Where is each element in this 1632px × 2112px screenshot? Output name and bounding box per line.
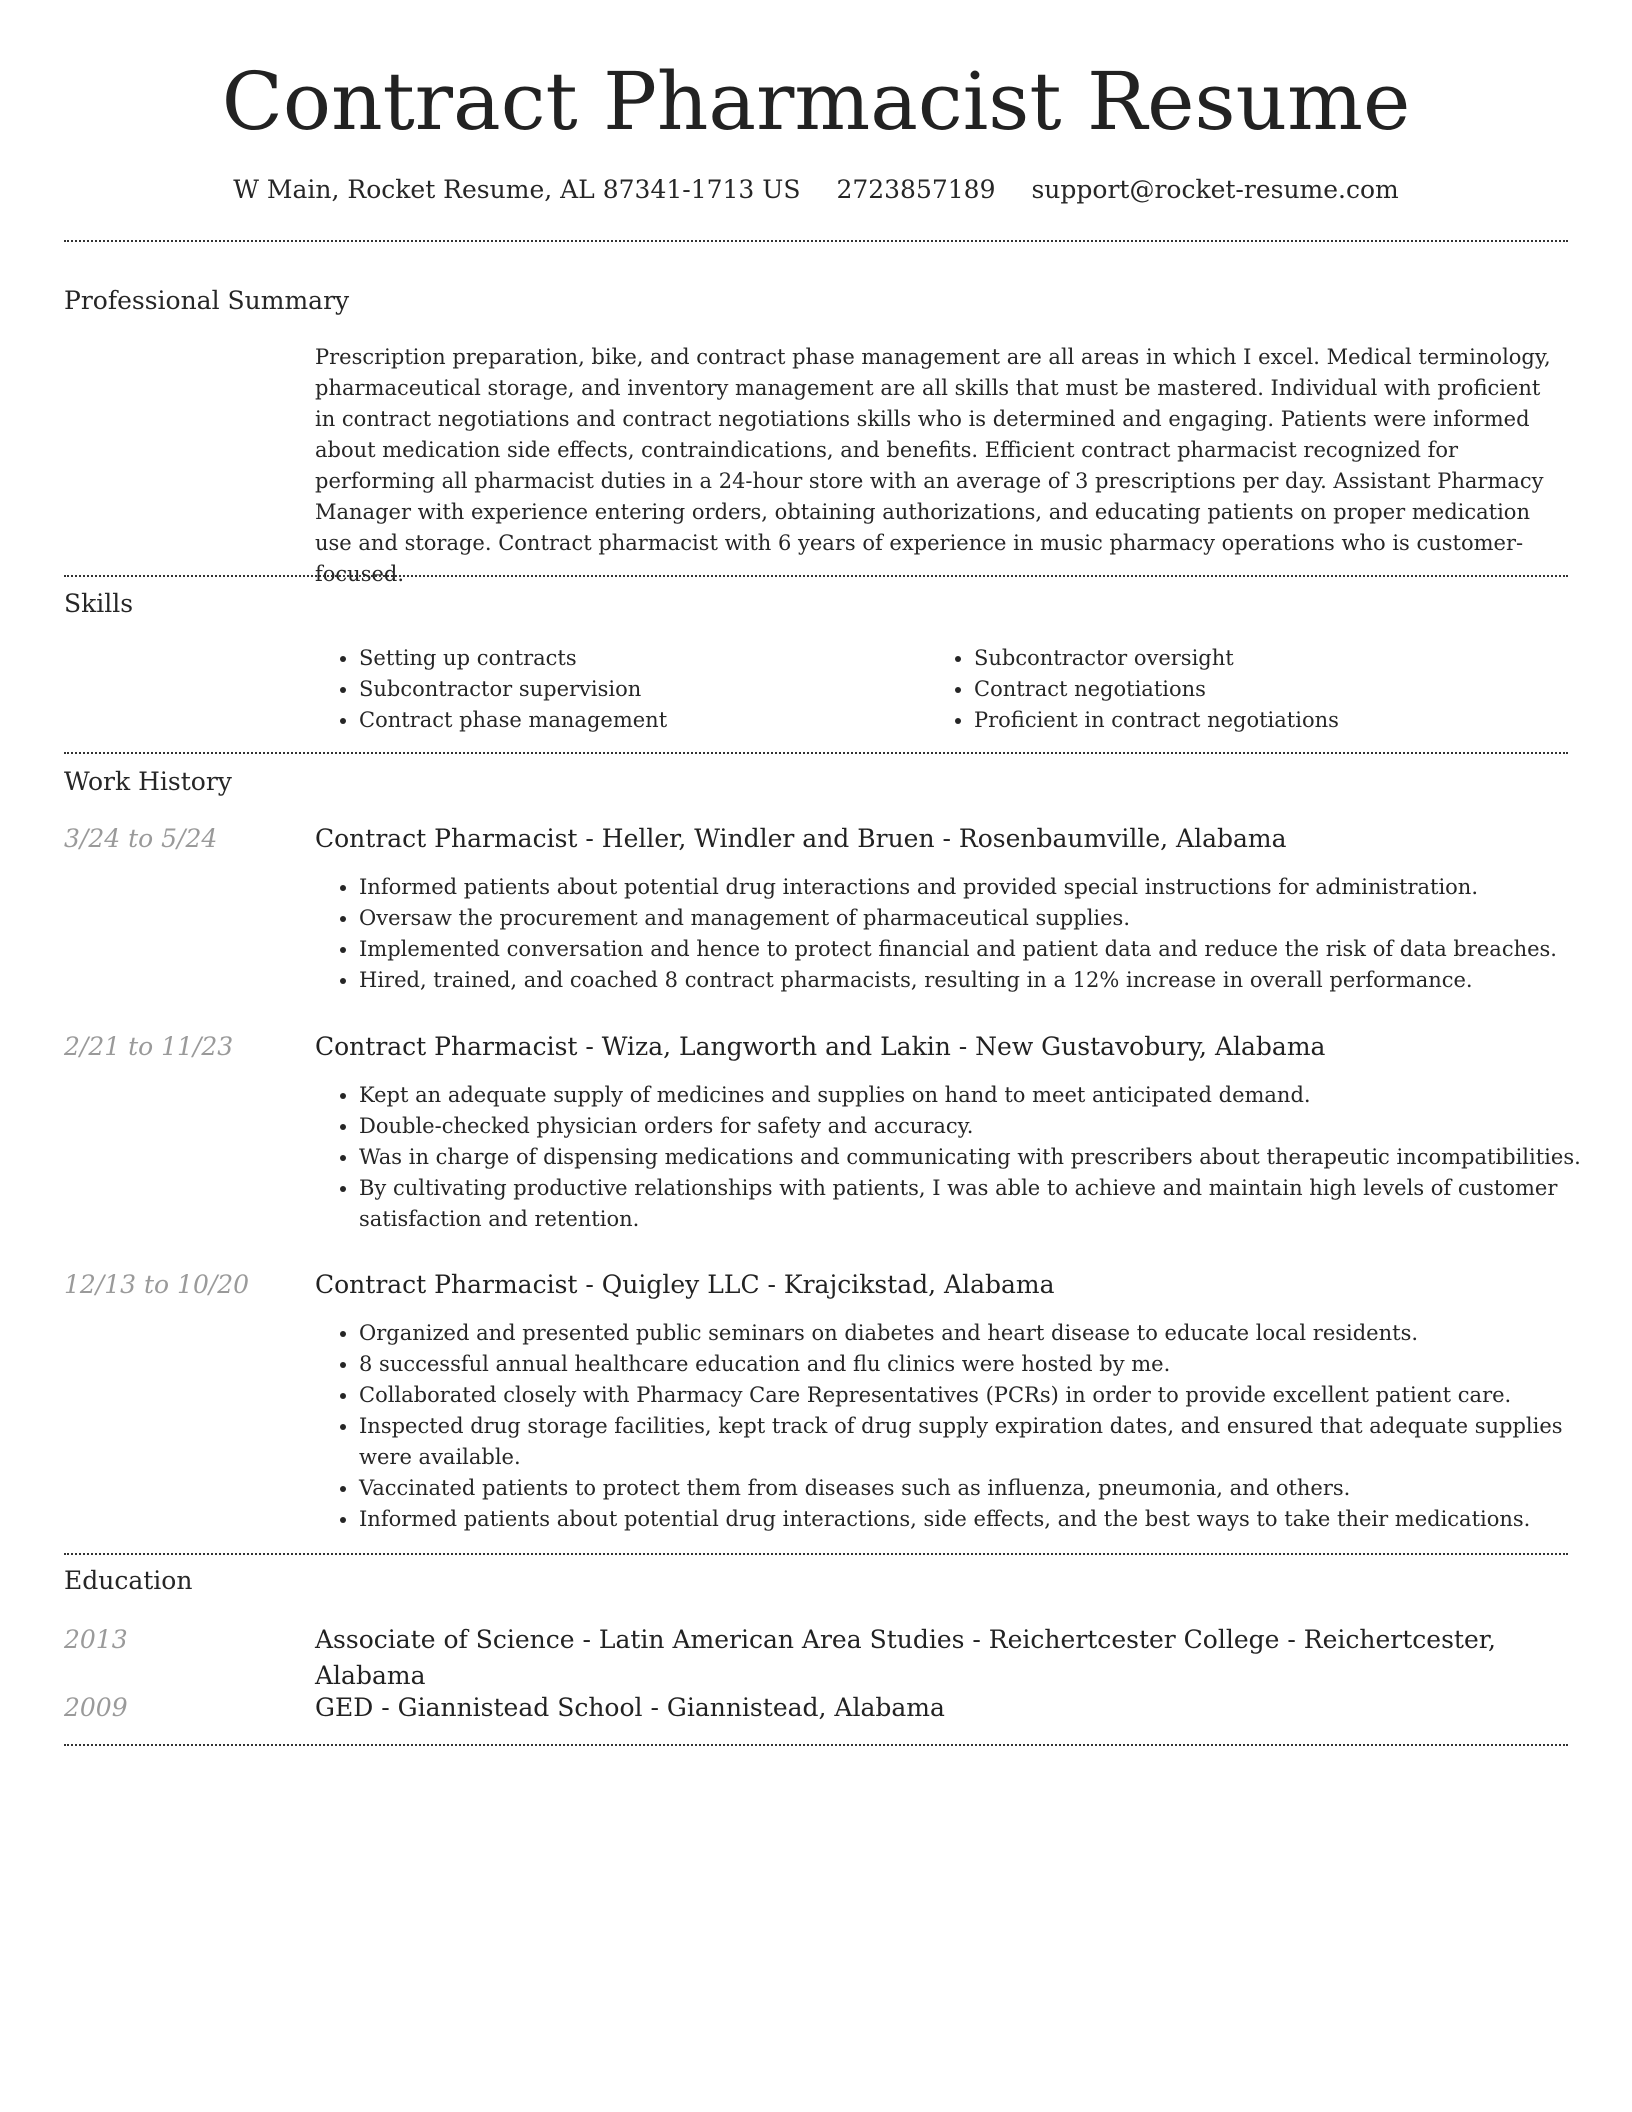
job-bullet: • Organized and presented public seminars on diabetes and heart disease to educate local residents.: [359, 1318, 1609, 1349]
job-bullets: [315, 1080, 1609, 1235]
job-bullet: • Vaccinated patients to protect them from diseases such as influenza, pneumonia, and others.: [359, 1473, 1609, 1504]
skills-list-left: [315, 643, 919, 736]
job-title: Contract Pharmacist - Wiza, Langworth and Lakin - New Gustavobury, Alabama: [315, 1032, 1326, 1061]
divider: [64, 240, 1568, 242]
skill-item: • Setting up contracts: [359, 643, 919, 674]
section-title-skills: Skills: [64, 589, 134, 618]
job-title: Contract Pharmacist - Heller, Windler and Bruen - Rosenbaumville, Alabama: [315, 824, 1287, 853]
divider: [64, 1744, 1568, 1746]
job-bullet: • Double-checked physician orders for safety and accuracy.: [359, 1111, 1609, 1142]
job-dates: 3/24 to 5/24: [64, 824, 218, 853]
skill-item: • Subcontractor supervision: [359, 674, 919, 705]
job-bullet: • Collaborated closely with Pharmacy Care Representatives (PCRs) in order to provide excellent patient care.: [359, 1380, 1609, 1411]
job-bullet: • Informed patients about potential drug interactions, side effects, and the best ways to take their medications.: [359, 1504, 1609, 1535]
job-title: Contract Pharmacist - Quigley LLC - Krajcikstad, Alabama: [315, 1270, 1055, 1299]
job-bullet: • Was in charge of dispensing medications and communicating with prescribers about therapeutic incompatibilities.: [359, 1142, 1609, 1173]
job-bullet: • Implemented conversation and hence to protect financial and patient data and reduce the risk of data breaches.: [359, 934, 1609, 965]
job-bullet: • Kept an adequate supply of medicines and supplies on hand to meet anticipated demand.: [359, 1080, 1609, 1111]
job-bullet: • Oversaw the procurement and management of pharmaceutical supplies.: [359, 903, 1609, 934]
job-bullet: • Informed patients about potential drug interactions and provided special instructions for administration.: [359, 872, 1609, 903]
job-dates: 12/13 to 10/20: [64, 1270, 250, 1299]
job-bullets: [315, 872, 1609, 996]
divider: [64, 752, 1568, 754]
resume-title: Contract Pharmacist Resume: [221, 55, 1411, 148]
skill-item: • Contract phase management: [359, 705, 919, 736]
summary-text: Prescription preparation, bike, and contract phase management are all areas in which I excel. Medical terminology, pharmaceutical storage, and inventory management are all skills that must be mastered. Individual with proficient in contract negotiations and contract negotiations skills who is determined and engaging. Patients were informed about medication side effects, contraindications, and benefits. Efficient contract pharmacist recognized for performing all pharmacist duties in a 24-hour store with an average of 3 prescriptions per day. Assistant Pharmacy Manager with experience entering orders, obtaining authorizations, and educating patients on proper medication use and storage. Contract pharmacist with 6 years of experience in music pharmacy operations who is customer-focused.: [315, 345, 1551, 586]
skill-item: • Contract negotiations: [974, 674, 1534, 705]
job-dates: 2/21 to 11/23: [64, 1032, 234, 1061]
skill-item: • Proficient in contract negotiations: [974, 705, 1534, 736]
education-year: 2009: [64, 1693, 128, 1722]
section-title-education: Education: [64, 1566, 193, 1595]
divider: [64, 575, 1568, 577]
job-bullet: • Hired, trained, and coached 8 contract pharmacists, resulting in a 12% increase in overall performance.: [359, 965, 1609, 996]
education-title: Associate of Science - Latin American Area Studies - Reichertcester College - Reichertcester, Alabama: [315, 1625, 1496, 1690]
contact-email: support@rocket-resume.com: [1031, 175, 1399, 204]
divider: [64, 1553, 1568, 1555]
contact-address: W Main, Rocket Resume, AL 87341-1713 US: [233, 175, 801, 204]
section-title-summary: Professional Summary: [64, 286, 350, 315]
education-title: GED - Giannistead School - Giannistead, Alabama: [315, 1693, 945, 1722]
contact-phone: 2723857189: [836, 175, 996, 204]
skills-list-right: [930, 643, 1534, 736]
job-bullet: • By cultivating productive relationships with patients, I was able to achieve and maintain high levels of customer satisfaction and retention.: [359, 1173, 1609, 1235]
job-bullet: • 8 successful annual healthcare education and flu clinics were hosted by me.: [359, 1349, 1609, 1380]
education-year: 2013: [64, 1625, 128, 1654]
job-bullets: [315, 1318, 1609, 1535]
section-title-work-history: Work History: [64, 767, 232, 796]
skill-item: • Subcontractor oversight: [974, 643, 1534, 674]
job-bullet: • Inspected drug storage facilities, kept track of drug supply expiration dates, and ensured that adequate supplies were available.: [359, 1411, 1609, 1473]
contact-info: [64, 170, 1568, 210]
